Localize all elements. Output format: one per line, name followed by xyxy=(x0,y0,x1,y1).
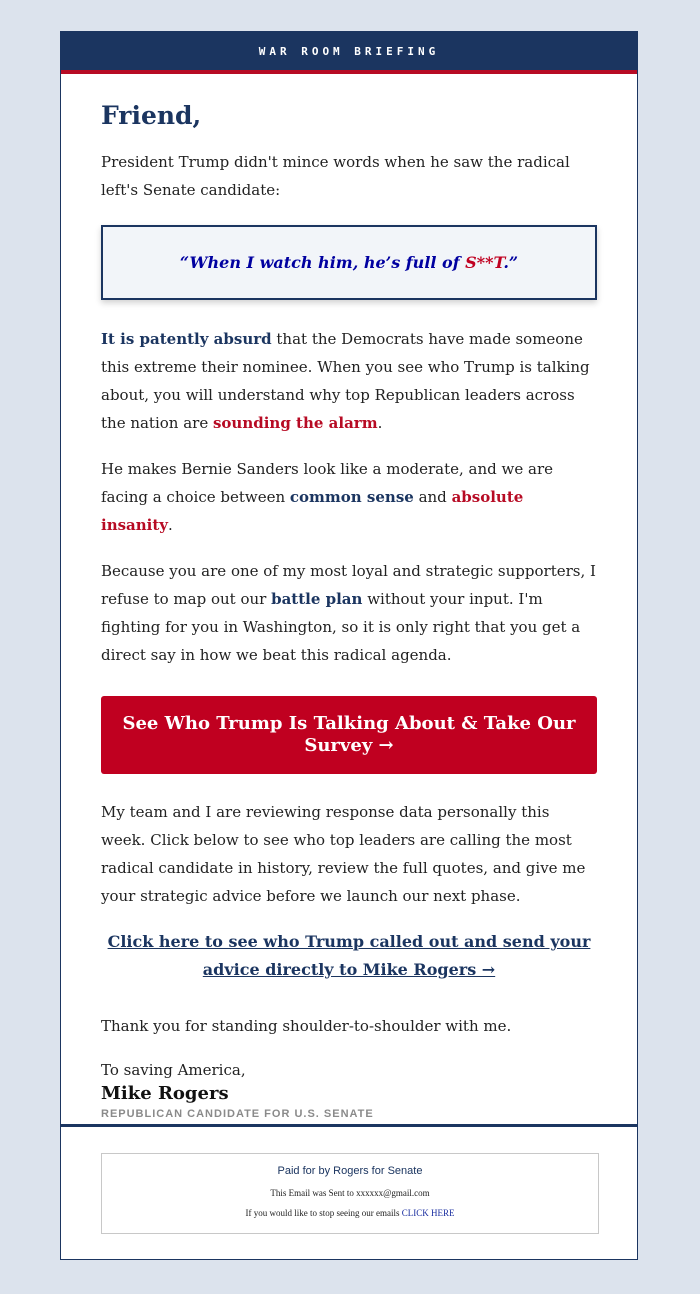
unsubscribe-line xyxy=(102,1207,598,1219)
greeting: Friend, xyxy=(101,101,202,130)
quote-part1: “When I watch him, he’s full of xyxy=(179,252,466,272)
paid-for-disclaimer: Paid for by Rogers for Senate xyxy=(277,1165,423,1177)
paragraph-moderate-text2: and xyxy=(413,488,452,506)
paragraph-supporters-text2: without your input. I'm fighting for you in Washington, so it is only right that you get a direct say in how we beat this radical agenda. xyxy=(101,590,581,664)
emphasis-alarm: sounding the alarm xyxy=(212,414,378,432)
email-body xyxy=(61,98,637,1121)
closing-line: To saving America, xyxy=(101,1061,246,1079)
email-container xyxy=(60,31,638,1260)
paragraph-review: My team and I are reviewing response data personally this week. Click below to see who top leaders are calling the most radical candidate in history, review the full quotes, and give me your strategic advice before we launch our next phase. xyxy=(101,803,586,905)
paragraph-moderate-end: . xyxy=(168,516,173,534)
survey-cta-button[interactable]: See Who Trump Is Talking About & Take Our Survey → xyxy=(101,696,597,774)
unsubscribe-text: If you would like to stop seeing our emails xyxy=(245,1208,402,1218)
paragraph-supporters-text1: Because you are one of my most loyal and strategic supporters, I refuse to map out our xyxy=(101,562,596,608)
paragraph-absurd-text: that the Democrats have made someone this extreme their nominee. When you see who Trump is talking about, you will understand why top Republican leaders across the nation are xyxy=(101,330,590,432)
paragraph-thanks: Thank you for standing shoulder-to-shoulder with me. xyxy=(101,1017,512,1035)
quote-highlight: S**T xyxy=(465,252,504,272)
intro-paragraph: President Trump didn't mince words when he saw the radical left's Senate candidate: xyxy=(101,153,570,199)
paragraph-supporters xyxy=(101,557,597,669)
unsubscribe-link[interactable]: CLICK HERE xyxy=(401,1208,455,1218)
header-title: WAR ROOM BRIEFING xyxy=(258,44,440,58)
paragraph-absurd-end: . xyxy=(377,414,383,432)
sent-to-notice: This Email was Sent to xxxxxx@gmail.com xyxy=(270,1188,430,1198)
emphasis-insanity: absolute insanity xyxy=(101,488,524,534)
signer-name: Mike Rogers xyxy=(101,1083,229,1104)
footer-divider xyxy=(61,1124,637,1127)
quote-text xyxy=(180,249,518,277)
header-bar xyxy=(61,32,637,74)
paragraph-moderate-text1: He makes Bernie Sanders look like a moderate, and we are facing a choice between xyxy=(101,460,553,506)
quote-box xyxy=(101,225,597,300)
quote-part2: .” xyxy=(503,252,519,272)
paragraph-absurd xyxy=(101,325,597,437)
emphasis-absurd: It is patently absurd xyxy=(101,330,272,348)
footer-box xyxy=(101,1153,599,1234)
advice-text-link[interactable]: Click here to see who Trump called out and send your advice directly to Mike Rogers → xyxy=(107,932,591,979)
emphasis-battle-plan: battle plan xyxy=(271,590,363,608)
emphasis-common-sense: common sense xyxy=(289,488,414,506)
paragraph-moderate xyxy=(101,455,597,539)
signer-title: REPUBLICAN CANDIDATE FOR U.S. SENATE xyxy=(101,1108,374,1120)
